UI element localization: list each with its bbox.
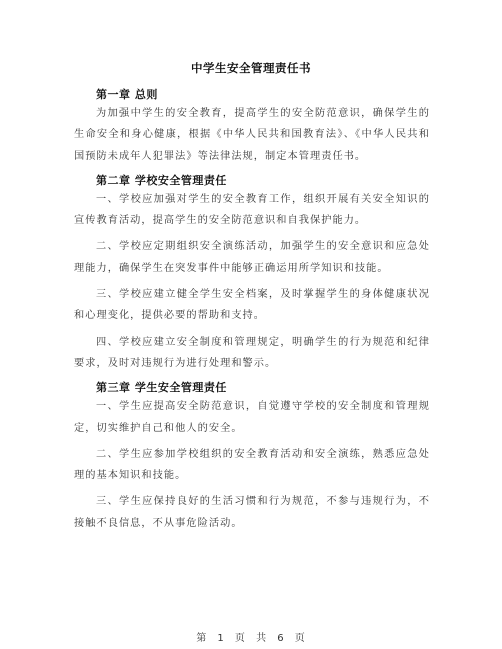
paragraph: 二、学校应定期组织安全演练活动，加强学生的安全意识和应急处理能力，确保学生在突发事件中能够正确运用所学知识和技能。 bbox=[74, 241, 430, 274]
chapter-heading: 第二章 学校安全管理责任 bbox=[96, 173, 227, 187]
paragraph: 三、学校应建立健全学生安全档案，及时掌握学生的身体健康状况和心理变化，提供必要的帮助和支持。 bbox=[74, 289, 430, 322]
paragraph: 三、学生应保持良好的生活习惯和行为规范，不参与违规行为，不接触不良信息，不从事危险活动。 bbox=[74, 496, 430, 529]
paragraph: 一、学校应加强对学生的安全教育工作，组织开展有关安全知识的宣传教育活动，提高学生的安全防范意识和自我保护能力。 bbox=[74, 193, 430, 227]
paragraph: 四、学校应建立安全制度和管理规定，明确学生的行为规范和纪律要求，及时对违规行为进行处理和警示。 bbox=[74, 336, 430, 369]
document-body bbox=[74, 86, 430, 539]
paragraph: 二、学生应参加学校组织的安全教育活动和安全演练，熟悉应急处理的基本知识和技能。 bbox=[74, 448, 430, 482]
paragraph: 为加强中学生的安全教育，提高学生的安全防范意识，确保学生的生命安全和身心健康，根据《中华人民共和国教育法》、《中华人民共和国预防未成年人犯罪法》等法律法规，制定本管理责任书。 bbox=[74, 108, 430, 162]
document-title: 中学生安全管理责任书 bbox=[191, 61, 311, 75]
chapter-heading: 第一章 总则 bbox=[96, 88, 158, 101]
chapter-heading: 第三章 学生安全管理责任 bbox=[96, 381, 227, 395]
paragraph: 一、学生应提高安全防范意识，自觉遵守学校的安全制度和管理规定，切实维护自己和他人的安全。 bbox=[74, 401, 430, 434]
page-number-footer: 第 1 页 共 6 页 bbox=[196, 633, 306, 644]
